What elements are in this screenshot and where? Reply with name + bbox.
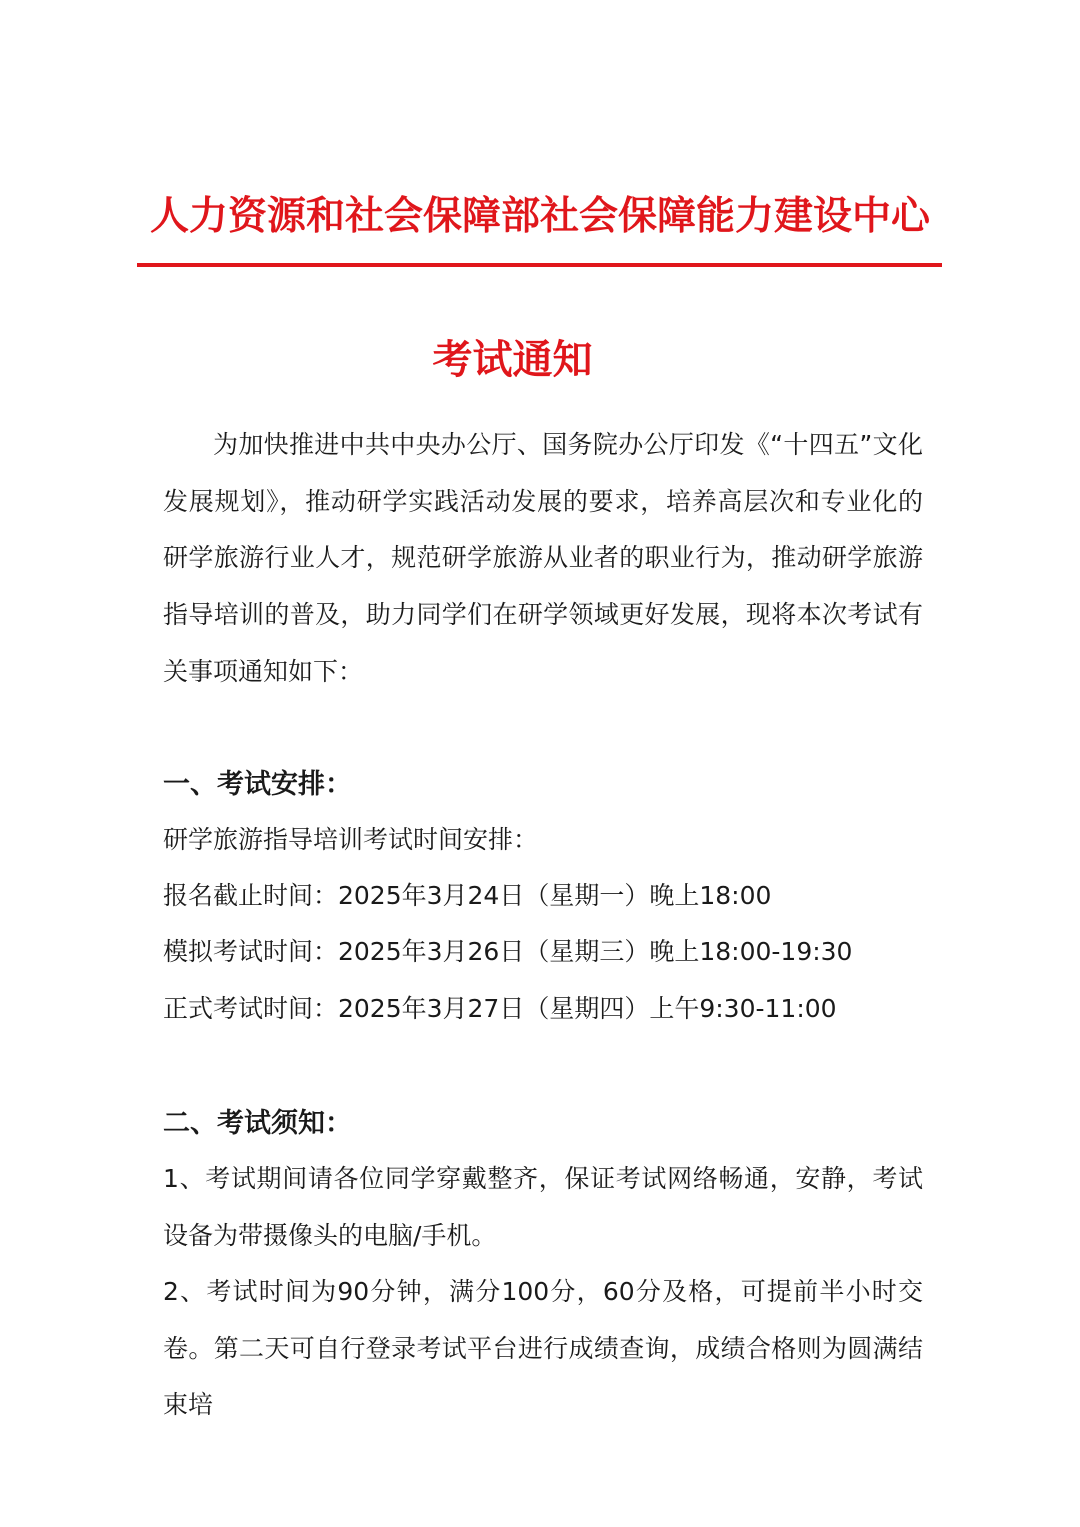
schedule-subtitle: 研学旅游指导培训考试时间安排： bbox=[163, 825, 539, 854]
rule-item: 1、考试期间请各位同学穿戴整齐，保证考试网络畅通，安静，考试设备为带摄像头的电脑/手机。 bbox=[163, 1164, 923, 1250]
notice-title: 考试通知 bbox=[432, 336, 593, 383]
formal-exam-time: 正式考试时间：2025年3月27日（星期四）上午9:30-11:00 bbox=[163, 994, 837, 1023]
registration-deadline: 报名截止时间：2025年3月24日（星期一）晚上18:00 bbox=[163, 881, 772, 910]
intro-paragraph: 为加快推进中共中央办公厅、国务院办公厅印发《“十四五”文化发展规划》，推动研学实践活动发展的要求，培养高层次和专业化的研学旅游行业人才，规范研学旅游从业者的职业行为，推动研学旅游指导培训的普及，助力同学们在研学领域更好发展，现将本次考试有关事项通知如下： bbox=[163, 430, 923, 686]
rule-item: 2、考试时间为90分钟，满分100分，60分及格，可提前半小时交卷。第二天可自行登录考试平台进行成绩查询，成绩合格则为圆满结束培 bbox=[163, 1277, 923, 1420]
organization-title: 人力资源和社会保障部社会保障能力建设中心 bbox=[149, 193, 930, 239]
header-divider bbox=[137, 263, 942, 267]
section-heading-exam-rules: 二、考试须知： bbox=[163, 1108, 352, 1139]
section-heading-exam-schedule: 一、考试安排： bbox=[163, 769, 352, 800]
mock-exam-time: 模拟考试时间：2025年3月26日（星期三）晚上18:00-19:30 bbox=[163, 937, 853, 966]
